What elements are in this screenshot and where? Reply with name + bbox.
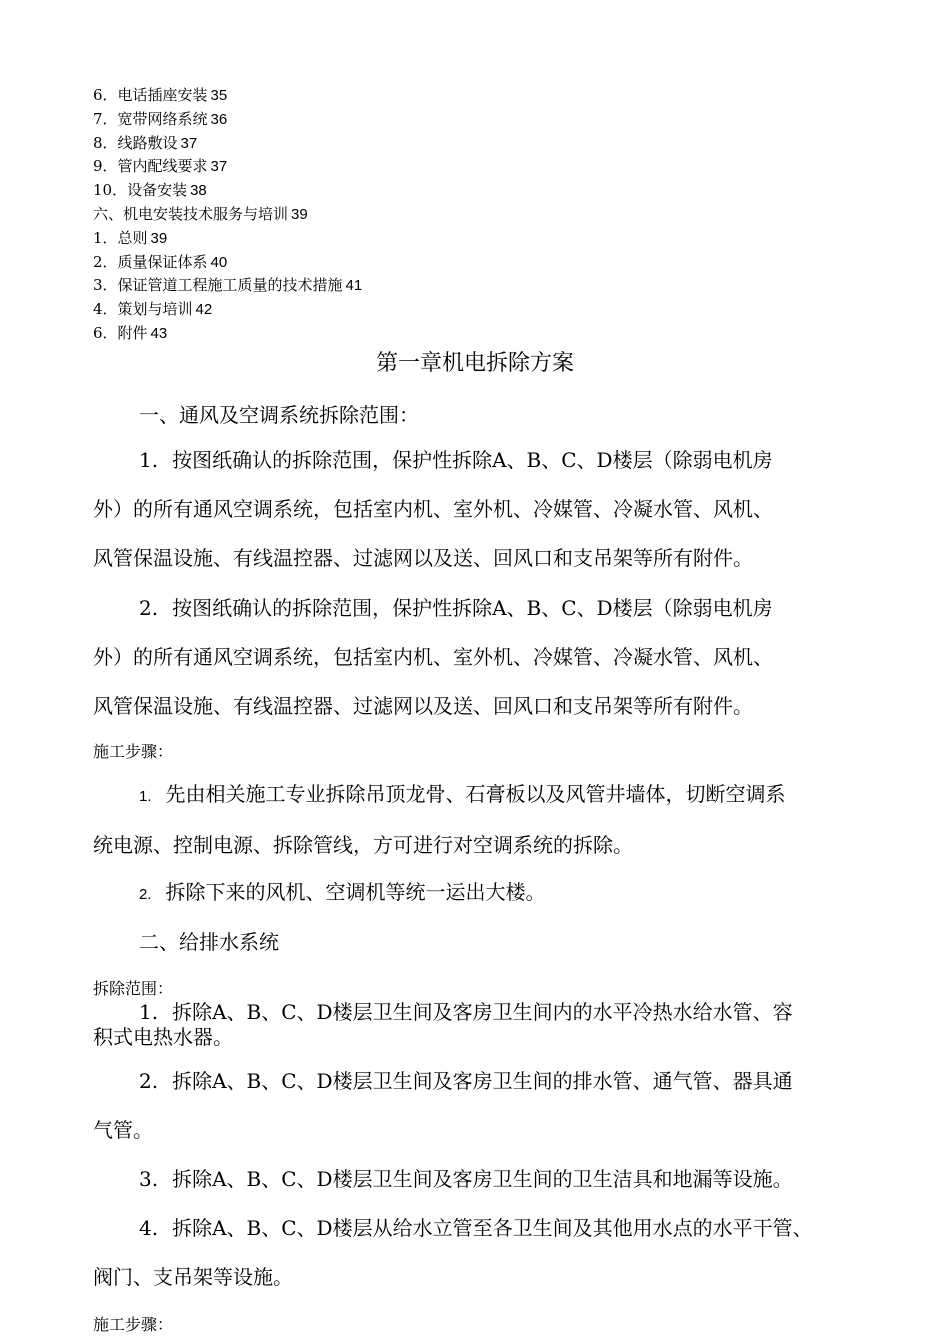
toc-entry-page: 38 <box>190 182 207 200</box>
paragraph-line: 统电源、控制电源、拆除管线，方可进行对空调系统的拆除。 <box>93 833 633 857</box>
paragraph-line: 积式电热水器。 <box>93 1025 233 1049</box>
paragraph-line: 外）的所有通风空调系统，包括室内机、室外机、冷媒管、冷凝水管、风机、 <box>93 497 773 521</box>
paragraph-line <box>93 436 883 485</box>
paragraph-line <box>93 770 883 821</box>
paragraph-line: 阀门、支吊架等设施。 <box>93 1265 293 1289</box>
toc-entry[interactable] <box>93 227 853 251</box>
paragraph-line: 风管保温设施、有线温控器、过滤网以及送、回风口和支吊架等所有附件。 <box>93 546 753 570</box>
toc-entry-label: 2．质量保证体系 <box>93 252 208 271</box>
item-number: 2. <box>139 1069 159 1093</box>
toc-entry-label: 六、机电安装技术服务与培训 <box>93 204 289 223</box>
numbered-paragraph <box>93 1000 883 1050</box>
scope-label: 拆除范围： <box>93 979 174 998</box>
toc-entry-page: 36 <box>210 110 228 128</box>
toc-entry-page: 37 <box>210 158 228 176</box>
toc-entry-label: 6．附件 <box>93 323 148 342</box>
numbered-paragraph <box>93 1204 883 1302</box>
toc-entry-page: 35 <box>210 87 228 104</box>
numbered-paragraph <box>93 584 883 731</box>
section-heading: 二、给排水系统 <box>139 930 279 954</box>
toc-entry[interactable] <box>93 132 853 156</box>
toc-entry[interactable] <box>93 203 853 227</box>
toc-entry[interactable] <box>93 322 853 346</box>
paragraph-line <box>93 1155 883 1204</box>
paragraph-text: 拆除A、B、C、D楼层卫生间及客房卫生间的排水管、通气管、器具通 <box>172 1069 793 1093</box>
steps-label: 施工步骤： <box>93 742 174 761</box>
paragraph-line: 风管保温设施、有线温控器、过滤网以及送、回风口和支吊架等所有附件。 <box>93 694 753 718</box>
paragraph-line: 气管。 <box>93 1118 153 1142</box>
steps-label: 施工步骤： <box>93 1315 174 1334</box>
paragraph-text: 按图纸确认的拆除范围，保护性拆除A、B、C、D楼层（除弱电机房 <box>172 596 773 620</box>
item-number: 2. <box>139 596 159 620</box>
paragraph-line <box>93 1204 883 1253</box>
toc-entry[interactable] <box>93 298 853 322</box>
toc-entry-page: 39 <box>291 205 308 223</box>
toc-entry-page: 43 <box>150 324 168 342</box>
toc-entry-page: 41 <box>345 277 363 295</box>
toc-entry-label: 7．宽带网络系统 <box>93 109 208 128</box>
paragraph-text: 拆除A、B、C、D楼层卫生间及客房卫生间的卫生洁具和地漏等设施。 <box>172 1167 793 1191</box>
section-heading: 一、通风及空调系统拆除范围： <box>139 403 419 427</box>
paragraph-line <box>93 868 883 919</box>
paragraph-line <box>93 1000 883 1025</box>
paragraph-text: 先由相关施工专业拆除吊顶龙骨、石膏板以及风管井墙体，切断空调系 <box>165 782 786 806</box>
item-number: 1. <box>139 1000 159 1024</box>
toc-entry-label: 8．线路敷设 <box>93 133 178 152</box>
paragraph-text: 拆除下来的风机、空调机等统一运出大楼。 <box>165 880 546 904</box>
toc-entry-page: 42 <box>195 301 213 319</box>
paragraph-text: 拆除A、B、C、D楼层从给水立管至各卫生间及其他用水点的水平干管、 <box>172 1216 813 1240</box>
toc-entry[interactable] <box>93 84 853 108</box>
toc-entry-label: 4．策划与培训 <box>93 300 193 319</box>
toc-entry[interactable] <box>93 179 853 203</box>
item-number: 3. <box>139 1167 159 1191</box>
paragraph-line: 外）的所有通风空调系统，包括室内机、室外机、冷媒管、冷凝水管、风机、 <box>93 645 773 669</box>
toc-entry[interactable] <box>93 251 853 275</box>
toc-entry-label: 1．总则 <box>93 228 148 247</box>
toc-entry[interactable] <box>93 274 853 298</box>
paragraph-line <box>93 584 883 633</box>
paragraph-text: 按图纸确认的拆除范围，保护性拆除A、B、C、D楼层（除弱电机房 <box>172 448 773 472</box>
toc-entry[interactable] <box>93 155 853 179</box>
item-number: 2. <box>139 886 152 903</box>
toc-entry-label: 6．电话插座安装 <box>93 86 208 104</box>
numbered-paragraph <box>93 770 883 870</box>
numbered-paragraph <box>93 1155 883 1204</box>
numbered-paragraph <box>93 868 883 919</box>
chapter-title: 第一章机电拆除方案 <box>375 351 574 376</box>
toc-entry-label: 10．设备安装 <box>93 181 188 200</box>
item-number: 4. <box>139 1216 159 1240</box>
toc-entry-label: 3．保证管道工程施工质量的技术措施 <box>93 276 343 295</box>
numbered-paragraph <box>93 1057 883 1155</box>
table-of-contents <box>93 84 853 346</box>
paragraph-text: 拆除A、B、C、D楼层卫生间及客房卫生间内的水平冷热水给水管、容 <box>172 1000 793 1024</box>
numbered-paragraph <box>93 436 883 583</box>
paragraph-line <box>93 1057 883 1106</box>
item-number: 1. <box>139 788 152 805</box>
toc-entry[interactable] <box>93 108 853 132</box>
toc-entry-page: 39 <box>150 229 168 247</box>
item-number: 1. <box>139 448 159 472</box>
toc-entry-label: 9．管内配线要求 <box>93 157 208 176</box>
toc-entry-page: 37 <box>180 134 198 152</box>
toc-entry-page: 40 <box>210 253 228 271</box>
